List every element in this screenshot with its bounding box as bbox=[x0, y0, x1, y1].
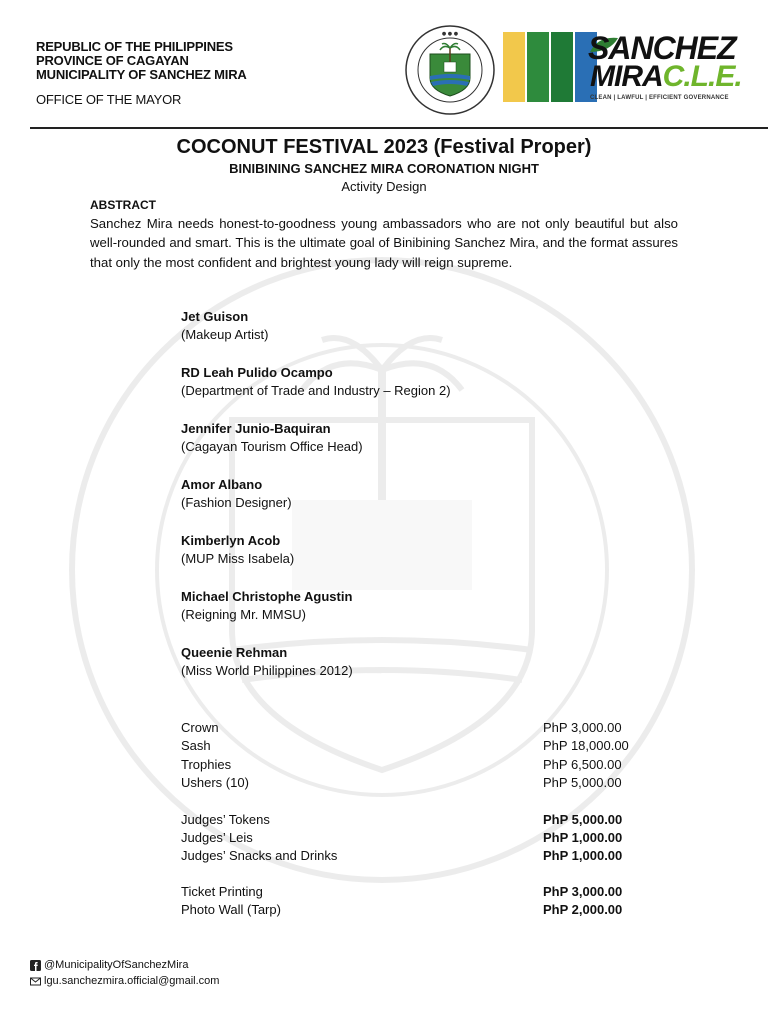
budget-item: Judges’ Leis bbox=[181, 830, 253, 845]
budget-amount: PhP 3,000.00 bbox=[543, 720, 622, 735]
budget-amount: PhP 5,000.00 bbox=[543, 812, 623, 827]
brand-mira-text: MIRA bbox=[590, 60, 663, 93]
judge-name: Queenie Rehman bbox=[181, 645, 288, 660]
letterhead-republic: REPUBLIC OF THE PHILIPPINES bbox=[36, 39, 233, 54]
facebook-handle[interactable]: @MunicipalityOfSanchezMira bbox=[44, 959, 189, 971]
judge-name: Kimberlyn Acob bbox=[181, 533, 281, 548]
budget-item: Ticket Printing bbox=[181, 884, 263, 899]
budget-item: Judges’ Tokens bbox=[181, 812, 270, 827]
judge-role: (MUP Miss Isabela) bbox=[181, 551, 295, 566]
budget-item: Photo Wall (Tarp) bbox=[181, 902, 281, 917]
budget-item: Ushers (10) bbox=[181, 775, 249, 790]
judge-role: (Reigning Mr. MMSU) bbox=[181, 607, 306, 622]
abstract-heading: ABSTRACT bbox=[90, 198, 156, 212]
judge-name: Amor Albano bbox=[181, 477, 263, 492]
svg-text:● ● ●: ● ● ● bbox=[441, 31, 459, 37]
budget-amount: PhP 6,500.00 bbox=[543, 757, 622, 772]
document-subtitle: BINIBINING SANCHEZ MIRA CORONATION NIGHT bbox=[229, 161, 539, 176]
judge-name: Jet Guison bbox=[181, 309, 249, 324]
judge-role: (Department of Trade and Industry – Region 2) bbox=[181, 383, 451, 398]
budget-amount: PhP 2,000.00 bbox=[543, 902, 623, 917]
document-title: COCONUT FESTIVAL 2023 (Festival Proper) bbox=[176, 136, 592, 158]
budget-item: Trophies bbox=[181, 757, 232, 772]
budget-amount: PhP 1,000.00 bbox=[543, 830, 623, 845]
judge-role: (Fashion Designer) bbox=[181, 495, 292, 510]
email-icon bbox=[30, 976, 41, 987]
budget-amount: PhP 18,000.00 bbox=[543, 738, 629, 753]
brand-word-sanchez: SANCHEZ bbox=[588, 30, 736, 66]
color-stripes bbox=[503, 32, 597, 102]
brand-tagline: CLEAN | LAWFUL | EFFICIENT GOVERNANCE bbox=[590, 95, 729, 101]
stripe-dark-green bbox=[551, 32, 573, 102]
abstract-text: Sanchez Mira needs honest-to-goodness young ambassadors who are not only beautiful but also well-rounded and smart. This is the ultimate goal of Binibining Sanchez Mira, and the format assures that only the most confident and brightest young lady will reign supreme. bbox=[90, 216, 678, 270]
judge-role: (Cagayan Tourism Office Head) bbox=[181, 439, 363, 454]
seal-watermark bbox=[62, 250, 702, 890]
letterhead-office: OFFICE OF THE MAYOR bbox=[36, 92, 182, 107]
judge-name: RD Leah Pulido Ocampo bbox=[181, 365, 333, 380]
budget-amount: PhP 1,000.00 bbox=[543, 848, 623, 863]
municipal-seal-icon bbox=[404, 24, 496, 116]
budget-amount: PhP 5,000.00 bbox=[543, 775, 622, 790]
budget-item: Crown bbox=[181, 720, 219, 735]
budget-item: Sash bbox=[181, 738, 211, 753]
budget-item: Judges’ Snacks and Drinks bbox=[181, 848, 338, 863]
budget-amount: PhP 3,000.00 bbox=[543, 884, 623, 899]
stripe-green bbox=[527, 32, 549, 102]
sanchez-mira-cle-logo bbox=[588, 30, 748, 110]
brand-word-mira bbox=[590, 62, 742, 92]
letterhead-government-lines bbox=[36, 40, 247, 82]
footer-email bbox=[30, 975, 219, 987]
email-address[interactable]: lgu.sanchezmira.official@gmail.com bbox=[44, 975, 220, 987]
footer-facebook bbox=[30, 959, 188, 971]
letterhead-province: PROVINCE OF CAGAYAN bbox=[36, 53, 189, 68]
header-divider bbox=[30, 127, 768, 129]
judge-role: (Miss World Philippines 2012) bbox=[181, 663, 353, 678]
facebook-icon bbox=[30, 960, 41, 971]
document-type: Activity Design bbox=[341, 179, 427, 194]
stripe-yellow bbox=[503, 32, 525, 102]
judge-role: (Makeup Artist) bbox=[181, 327, 269, 342]
brand-cle-text: C.L.E. bbox=[662, 60, 742, 93]
judge-name: Michael Christophe Agustin bbox=[181, 589, 353, 604]
judge-name: Jennifer Junio-Baquiran bbox=[181, 421, 331, 436]
letterhead-municipality: MUNICIPALITY OF SANCHEZ MIRA bbox=[36, 67, 247, 82]
